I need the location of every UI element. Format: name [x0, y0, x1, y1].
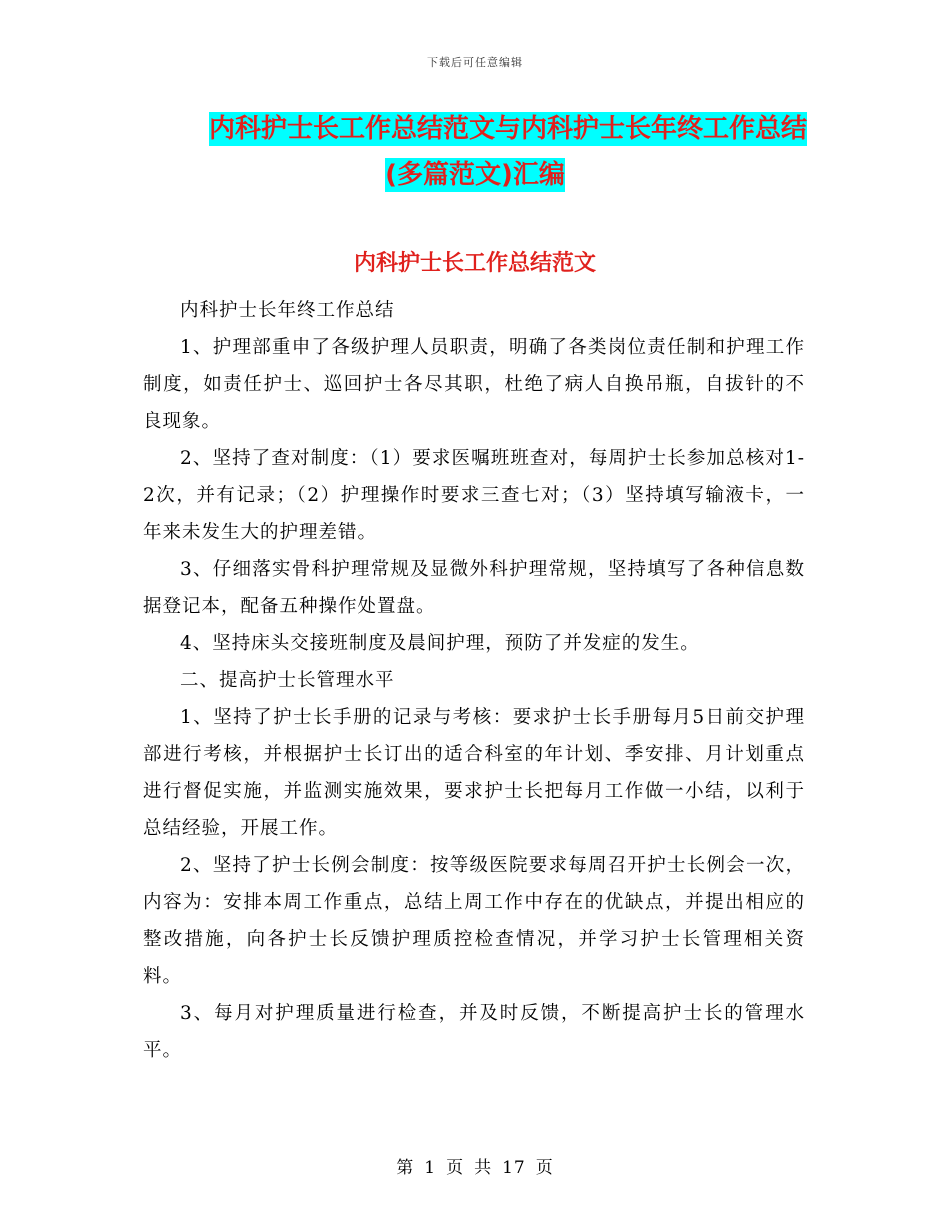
body-text	[143, 292, 805, 1069]
title-line-1-text: 内科护士长工作总结范文与内科护士长年终工作总结	[208, 114, 807, 144]
paragraph: 二、提高护士长管理水平	[180, 670, 395, 691]
document-title	[143, 106, 807, 198]
title-line-2-text: (多篇范文)汇编	[385, 160, 565, 190]
paragraph: 2、坚持了查对制度：（1）要求医嘱班班查对，每周护士长参加总核对1-2次，并有记录；（2）护理操作时要求三查七对；（3）坚持填写输液卡，一年来未发生大的护理差错。	[143, 448, 805, 543]
footer-ye2: 页	[535, 1158, 554, 1178]
title-line-2	[143, 152, 807, 198]
footer-gong: 共	[474, 1158, 493, 1178]
paragraph: 4、坚持床头交接班制度及晨间护理，预防了并发症的发生。	[180, 633, 700, 654]
paragraph: 1、坚持了护士长手册的记录与考核：要求护士长手册每月5日前交护理部进行考核，并根据护士长订出的适合科室的年计划、季安排、月计划重点进行督促实施，并监测实施效果，要求护士长把每月工作做一小结，以利于总结经验，开展工作。	[143, 707, 805, 839]
section-heading: 内科护士长工作总结范文	[353, 251, 596, 276]
paragraph: 2、坚持了护士长例会制度：按等级医院要求每周召开护士长例会一次，内容为：安排本周工作重点，总结上周工作中存在的优缺点，并提出相应的整改措施，向各护士长反馈护理质控检查情况，并学习护士长管理相关资料。	[143, 855, 805, 987]
footer-page-number: 1	[424, 1158, 437, 1178]
header-note: 下载后可任意编辑	[427, 56, 523, 69]
paragraph: 1、护理部重申了各级护理人员职责，明确了各类岗位责任制和护理工作制度，如责任护士、巡回护士各尽其职，杜绝了病人自换吊瓶，自拔针的不良现象。	[143, 337, 805, 432]
paragraph: 3、仔细落实骨科护理常规及显微外科护理常规，坚持填写了各种信息数据登记本，配备五种操作处置盘。	[143, 559, 805, 617]
title-line-1	[143, 106, 807, 152]
paragraph: 3、每月对护理质量进行检查，并及时反馈，不断提高护士长的管理水平。	[143, 1003, 805, 1061]
page-footer	[0, 1153, 950, 1178]
footer-total-pages: 17	[502, 1158, 526, 1178]
paragraph: 内科护士长年终工作总结	[180, 300, 395, 321]
footer-ye: 页	[446, 1158, 465, 1178]
footer-di: 第	[396, 1158, 415, 1178]
